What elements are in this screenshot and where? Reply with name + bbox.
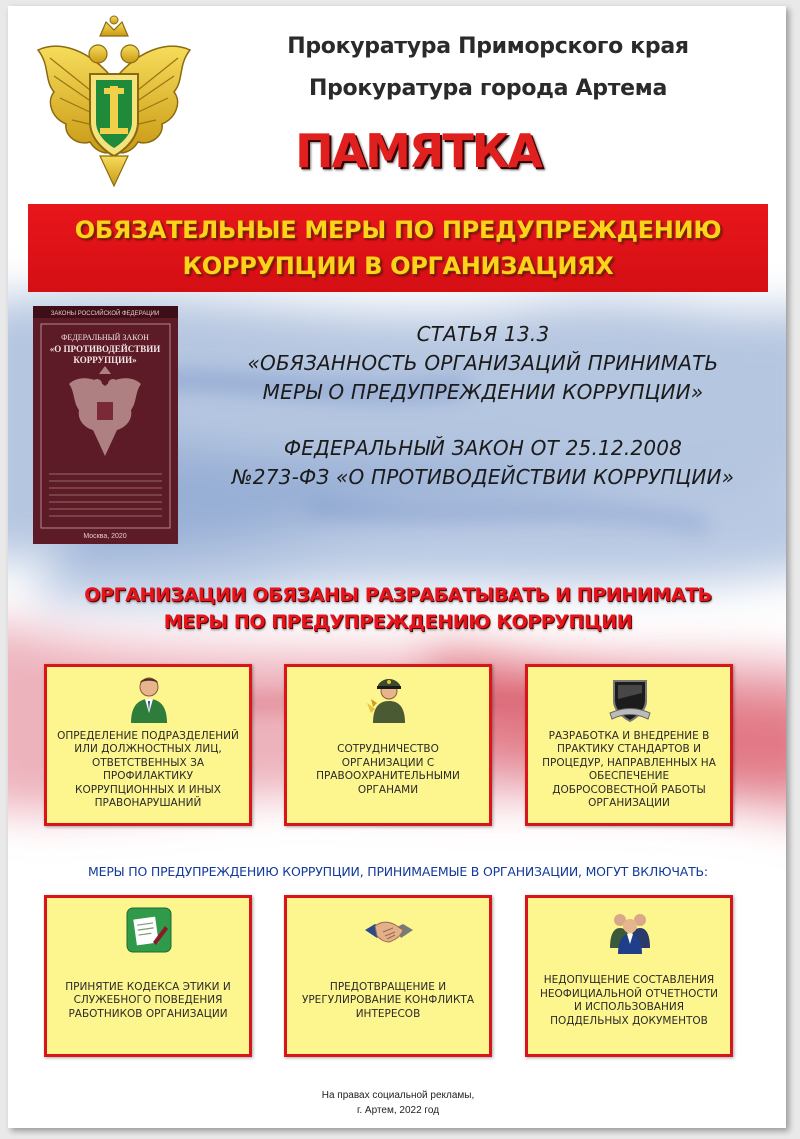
- businessman-icon: [123, 673, 175, 725]
- law-reference-line-1: ФЕДЕРАЛЬНЫЙ ЗАКОН ОТ 25.12.2008: [283, 436, 683, 460]
- organization-name: Прокуратура Приморского края: [287, 34, 689, 59]
- measure-card-reporting: [525, 895, 733, 1057]
- measure-card-standards: [525, 664, 733, 826]
- measure-card-text: ОПРЕДЕЛЕНИЕ ПОДРАЗДЕЛЕНИЙ ИЛИ ДОЛЖНОСТНЫХ ЛИЦ, ОТВЕТСТВЕННЫХ ЗА ПРОФИЛАКТИКУ КОРРУПЦИОННЫХ И ИНЫХ ПРАВОНАРУШАНИЙ: [57, 729, 239, 809]
- book-title-line-1: ФЕДЕРАЛЬНЫЙ ЗАКОН: [61, 333, 149, 342]
- measure-card-text: НЕДОПУЩЕНИЕ СОСТАВЛЕНИЯ НЕОФИЦИАЛЬНОЙ ОТЧЕТНОСТИ И ИСПОЛЬЗОВАНИЯ ПОДДЕЛЬНЫХ ДОКУМЕНТОВ: [539, 974, 718, 1027]
- banner-line-1: ОБЯЗАТЕЛЬНЫЕ МЕРЫ ПО ПРЕДУПРЕЖДЕНИЮ: [74, 216, 722, 244]
- measure-card-code-of-ethics: [44, 895, 252, 1057]
- document-pen-icon: [123, 904, 175, 956]
- article-title-line-2: МЕРЫ О ПРЕДУПРЕЖДЕНИИ КОРРУПЦИИ»: [262, 380, 704, 404]
- footer-note: На правах социальной рекламы,: [321, 1090, 475, 1101]
- headline-banner: [28, 204, 768, 292]
- law-book-cover: [33, 306, 178, 544]
- measure-card-text: СОТРУДНИЧЕСТВО ОРГАНИЗАЦИИ С ПРАВООХРАНИТЕЛЬНЫМИ ОРГАНАМИ: [316, 743, 460, 796]
- book-title-line-3: КОРРУПЦИИ»: [73, 355, 137, 365]
- obligation-heading-line-1: ОРГАНИЗАЦИИ ОБЯЗАНЫ РАЗРАБАТЫВАТЬ И ПРИНИМАТЬ: [84, 584, 712, 606]
- measure-card-cooperation: [284, 664, 492, 826]
- poster: [8, 6, 786, 1128]
- measure-card-conflict: [284, 895, 492, 1057]
- book-title-line-2: «О ПРОТИВОДЕЙСТВИИ: [49, 344, 161, 354]
- footer-place-year: г. Артем, 2022 год: [356, 1105, 440, 1116]
- measure-card-text: ПРЕДОТВРАЩЕНИЕ И УРЕГУЛИРОВАНИЕ КОНФЛИКТА ИНТЕРЕСОВ: [301, 980, 475, 1020]
- book-series: ЗАКОНЫ РОССИЙСКОЙ ФЕДЕРАЦИИ: [50, 311, 160, 317]
- measure-card-text: РАЗРАБОТКА И ВНЕДРЕНИЕ В ПРАКТИКУ СТАНДАРТОВ И ПРОЦЕДУР, НАПРАВЛЕННЫХ НА ОБЕСПЕЧЕНИЕ ДОБРОСОВЕСТНОЙ РАБОТЫ ОРГАНИЗАЦИИ: [542, 729, 716, 809]
- page-title: ПАМЯТКА: [295, 124, 541, 178]
- officer-icon: [363, 673, 415, 725]
- organization-subname: Прокуратура города Артема: [308, 76, 667, 101]
- book-city-year: Москва, 2020: [83, 533, 127, 540]
- law-reference-line-2: №273-ФЗ «О ПРОТИВОДЕЙСТВИИ КОРРУПЦИИ»: [231, 465, 735, 489]
- people-group-icon: [604, 904, 656, 956]
- obligation-heading-line-2: МЕРЫ ПО ПРЕДУПРЕЖДЕНИЮ КОРРУПЦИИ: [163, 611, 633, 633]
- handshake-icon: [363, 904, 415, 956]
- measure-card-responsible: [44, 664, 252, 826]
- prosecutor-emblem-icon: [30, 10, 198, 190]
- measure-card-text: ПРИНЯТИЕ КОДЕКСА ЭТИКИ И СЛУЖЕБНОГО ПОВЕДЕНИЯ РАБОТНИКОВ ОРГАНИЗАЦИИ: [65, 980, 231, 1020]
- article-title-line-1: «ОБЯЗАННОСТЬ ОРГАНИЗАЦИЙ ПРИНИМАТЬ: [247, 351, 719, 375]
- shield-icon: [604, 673, 656, 725]
- measures-heading: МЕРЫ ПО ПРЕДУПРЕЖДЕНИЮ КОРРУПЦИИ, ПРИНИМАЕМЫЕ В ОРГАНИЗАЦИИ, МОГУТ ВКЛЮЧАТЬ:: [88, 864, 708, 879]
- article-number: СТАТЬЯ 13.3: [416, 322, 550, 346]
- banner-line-2: КОРРУПЦИИ В ОРГАНИЗАЦИЯХ: [182, 252, 614, 280]
